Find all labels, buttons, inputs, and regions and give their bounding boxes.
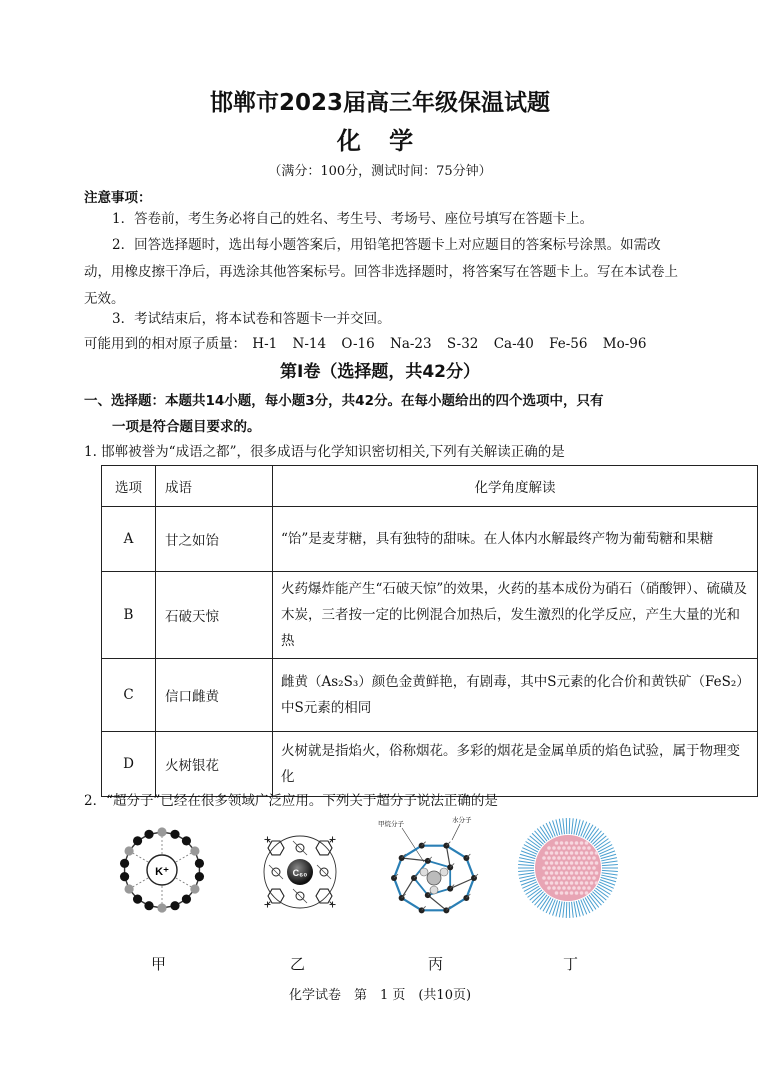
table-header-row	[102, 466, 758, 507]
crown-atom	[170, 901, 179, 910]
notice-item-3: 3．考试结束后，将本试卷和答题卡一并交回。	[112, 311, 391, 327]
figure-yi-calixarene-c60	[248, 820, 352, 924]
atomic-mass-item: O-16	[341, 336, 375, 352]
header-option: 选项	[102, 466, 156, 507]
figure-label-bing: 丙	[428, 955, 444, 973]
crown-atom	[190, 884, 199, 893]
c60-label: C₆₀	[292, 868, 308, 878]
row-explanation: “饴”是麦芽糖，具有独特的甜味。在人体内水解最终产物为葡萄糖和果糖	[273, 507, 758, 572]
crown-atom	[124, 846, 133, 855]
atomic-mass-item: H-1	[252, 336, 278, 352]
atomic-mass-item: Fe-56	[549, 336, 588, 352]
question-2-stem: 2．“超分子”已经在很多领域广泛应用。下列关于超分子说法正确的是	[84, 793, 498, 809]
crown-atom	[157, 827, 166, 836]
row-explanation: 火树就是指焰火，俗称烟花。多彩的烟花是金属单质的焰色试验，属于物理变化	[273, 732, 758, 797]
k-ion-label: K⁺	[155, 866, 169, 878]
question-1-table	[101, 465, 758, 797]
crown-atom	[144, 901, 153, 910]
row-explanation: 火药爆炸能产生“石破天惊”的效果，火药的基本成份为硝石（硝酸钾）、硫磺及木炭，三者按一定的比例混合加热后，发生激烈的化学反应，产生大量的光和热	[273, 572, 758, 659]
crown-atom	[157, 903, 166, 912]
exam-title: 邯郸市2023届高三年级保温试题	[209, 90, 550, 116]
page-footer: 化学试卷 第 1 页 (共10页)	[288, 988, 472, 1003]
crown-atom	[144, 830, 153, 839]
row-option: C	[102, 659, 156, 732]
table-row	[102, 572, 758, 659]
atomic-mass-item: S-32	[446, 336, 479, 352]
instruction-line-1: 一、选择题：本题共14小题，每小题3分，共42分。在每小题给出的四个选项中，只有	[84, 393, 604, 409]
figure-jia-crown-ether	[112, 820, 212, 920]
row-option: A	[102, 507, 156, 572]
header-idiom: 成语	[156, 466, 273, 507]
figure-bing-clathrate	[372, 814, 496, 934]
header-explanation: 化学角度解读	[273, 466, 758, 507]
crown-atom	[195, 872, 204, 881]
instruction-line-2: 一项是符合题目要求的。	[112, 419, 261, 435]
subject-title: 化 学	[336, 127, 424, 155]
crown-atom	[133, 836, 142, 845]
section-instruction	[84, 388, 690, 440]
crown-atom	[195, 859, 204, 868]
crown-atom	[133, 895, 142, 904]
crown-atom	[182, 836, 191, 845]
water-annotation: 水分子	[452, 816, 472, 824]
crown-atom	[170, 830, 179, 839]
figure-ding-micelle	[516, 816, 620, 920]
section-title: 第Ⅰ卷（选择题，共42分）	[280, 362, 480, 382]
score-info: （满分：100分，测试时间：75分钟）	[268, 164, 492, 179]
atomic-mass-item: N-14	[292, 336, 327, 352]
row-option: B	[102, 572, 156, 659]
row-idiom: 信口雌黄	[156, 659, 273, 732]
crown-atom	[120, 872, 129, 881]
notice-item-2: 2．回答选择题时，选出每小题答案后，用铅笔把答题卡上对应题目的答案标号涂黑。如需改动，用橡皮擦干净后，再选涂其他答案标号。回答非选择题时，将答案写在答题卡上。写在本试卷上无效。	[84, 237, 678, 307]
crown-atom	[190, 846, 199, 855]
row-explanation: 雌黄（As₂S₃）颜色金黄鲜艳，有剧毒，其中S元素的化合价和黄铁矿（FeS₂）中S元素的相同	[273, 659, 758, 732]
table-row	[102, 659, 758, 732]
atomic-mass-item: Ca-40	[493, 336, 534, 352]
table-row	[102, 507, 758, 572]
row-idiom: 石破天惊	[156, 572, 273, 659]
methane-annotation: 甲烷分子	[378, 820, 404, 828]
notice-item-1: 1．答卷前，考生务必将自己的姓名、考生号、考场号、座位号填写在答题卡上。	[112, 211, 594, 227]
row-option: D	[102, 732, 156, 797]
question-1-stem: 1. 邯郸被誉为“成语之都”，很多成语与化学知识密切相关,下列有关解读正确的是	[84, 444, 565, 460]
figure-label-yi: 乙	[290, 955, 306, 973]
figure-label-ding: 丁	[563, 955, 579, 973]
notice-title: 注意事项：	[84, 190, 152, 206]
atomic-masses-label: 可能用到的相对原子质量：	[84, 336, 246, 352]
crown-atom	[182, 895, 191, 904]
crown-atom	[120, 859, 129, 868]
row-idiom: 甘之如饴	[156, 507, 273, 572]
figure-label-jia: 甲	[151, 955, 167, 973]
methane-carbon	[427, 871, 441, 885]
crown-atom	[124, 884, 133, 893]
atomic-mass-item: Mo-96	[602, 336, 647, 352]
table-row	[102, 732, 758, 797]
atomic-mass-item: Na-23	[390, 336, 432, 352]
row-idiom: 火树银花	[156, 732, 273, 797]
atomic-masses	[84, 332, 657, 352]
